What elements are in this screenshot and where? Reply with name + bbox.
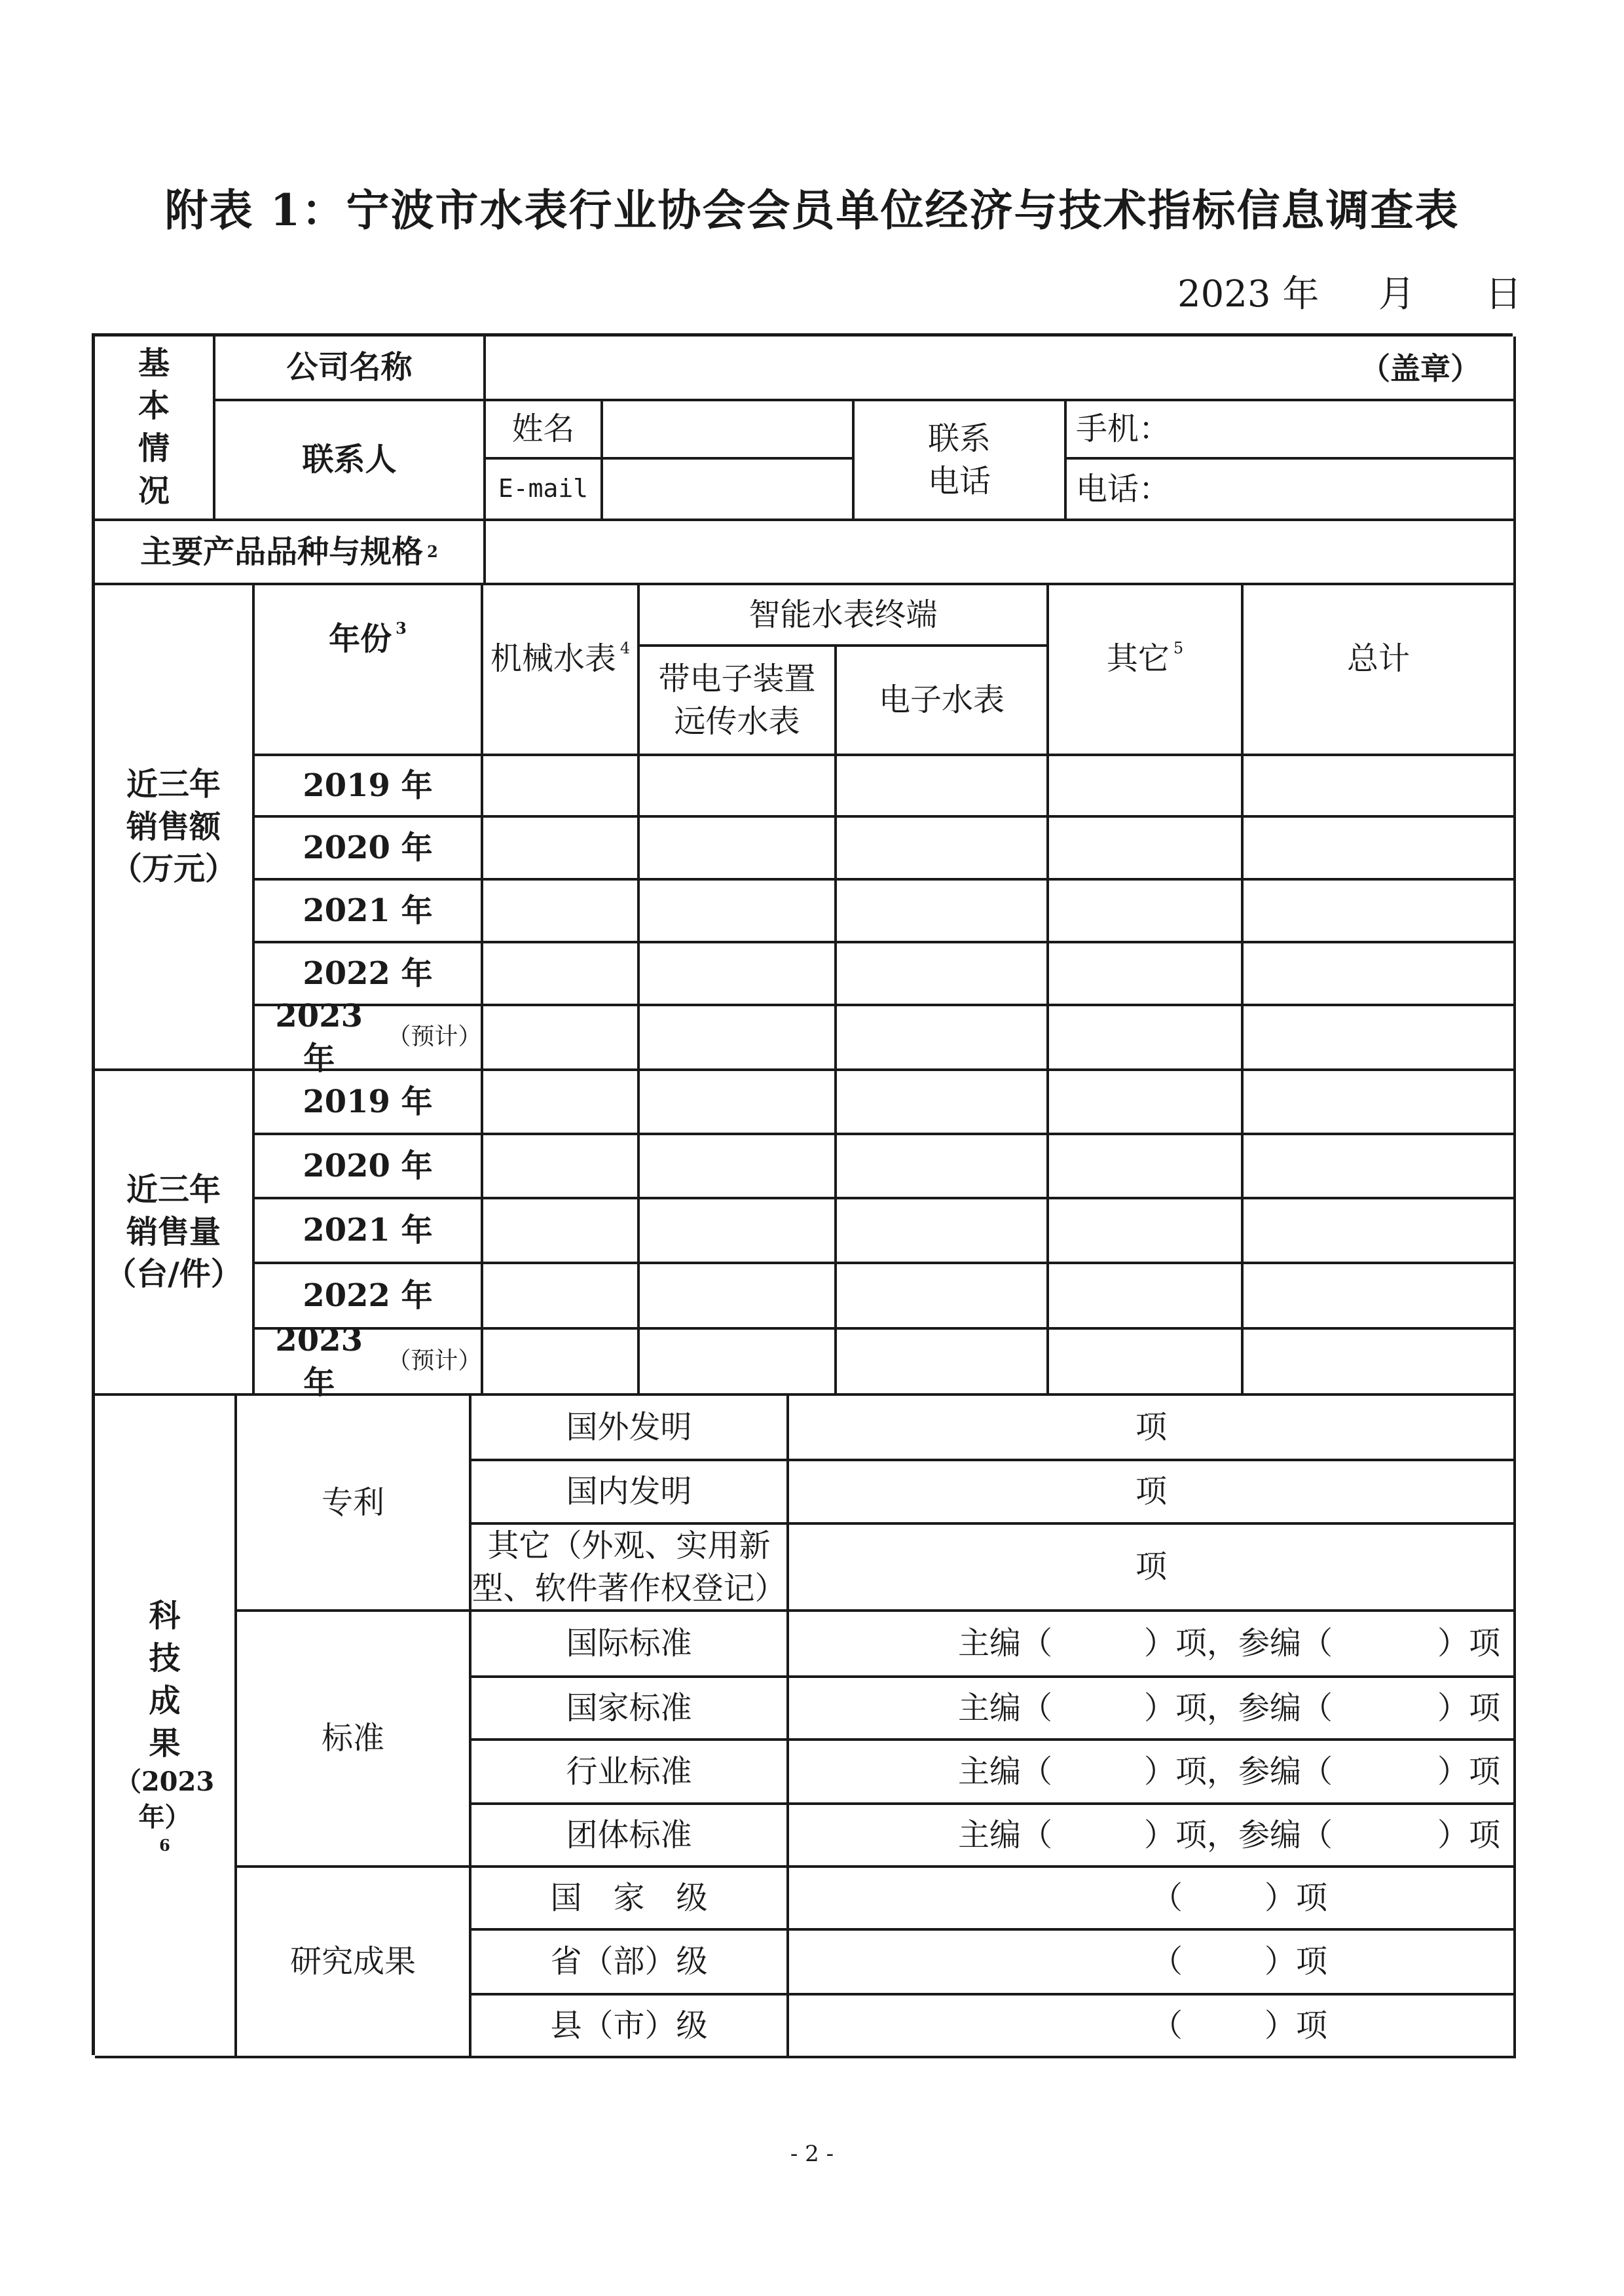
- standard-item-1: 国际标准: [471, 1612, 789, 1678]
- sales-volume-year-text: 2022 年: [303, 1277, 433, 1314]
- remote-header-line-1: 带电子装置: [658, 660, 816, 697]
- research-item-3: 县（市）级: [471, 1995, 789, 2058]
- sales-amount-mechanical-cell-4[interactable]: [483, 943, 640, 1006]
- sales-amount-remote-cell-5[interactable]: [640, 1006, 837, 1071]
- sales-volume-total-cell-5[interactable]: [1244, 1330, 1516, 1396]
- patent-count-field-1[interactable]: 项: [789, 1396, 1516, 1461]
- sales-amount-remote-cell-1[interactable]: [640, 756, 837, 818]
- contact-label: 联系人: [215, 401, 486, 521]
- tech-section-year: （2023 年）: [115, 1766, 215, 1833]
- sales-volume-other-cell-2[interactable]: [1049, 1135, 1244, 1199]
- sales-amount-other-cell-1[interactable]: [1049, 756, 1244, 818]
- sales-volume-line-3: （台/件）: [105, 1256, 242, 1293]
- sales-amount-electronic-cell-2[interactable]: [837, 818, 1049, 881]
- standard-part: 主编（: [958, 1625, 1053, 1662]
- sales-volume-mechanical-cell-2[interactable]: [483, 1135, 640, 1199]
- sales-amount-remote-cell-3[interactable]: [640, 881, 837, 943]
- standard-part: 主编（: [958, 1753, 1053, 1790]
- sales-amount-mechanical-cell-5[interactable]: [483, 1006, 640, 1071]
- sales-amount-other-cell-5[interactable]: [1049, 1006, 1244, 1071]
- page-title: 附表 1：宁波市水表行业协会会员单位经济与技术指标信息调查表: [164, 185, 1460, 236]
- phone-label-line-2: 电话: [927, 462, 991, 500]
- phone-label-line-1: 联系: [927, 420, 991, 457]
- sales-amount-electronic-cell-1[interactable]: [837, 756, 1049, 818]
- basic-section-label: [95, 337, 215, 521]
- sales-amount-electronic-cell-3[interactable]: [837, 881, 1049, 943]
- sales-volume-line-2: 销售量: [126, 1213, 221, 1250]
- sales-amount-label: [95, 585, 255, 1071]
- research-part: ）项: [1264, 1879, 1328, 1916]
- standard-part: ）项: [1437, 1625, 1501, 1662]
- total-header: 总计: [1244, 585, 1516, 756]
- sales-amount-other-cell-4[interactable]: [1049, 943, 1244, 1006]
- seal-label: （盖章）: [1360, 351, 1481, 386]
- patent-item-2: [471, 1461, 789, 1525]
- products-label-text: 主要产品品种与规格: [140, 533, 424, 570]
- sales-amount-year-text: 2020 年: [303, 829, 433, 866]
- sales-volume-total-cell-4[interactable]: [1244, 1264, 1516, 1330]
- sales-amount-year-2: [255, 818, 483, 881]
- company-name-label: 公司名称: [215, 337, 486, 401]
- sales-volume-remote-cell-3[interactable]: [640, 1199, 837, 1264]
- standard-part: ）项: [1437, 1753, 1501, 1790]
- sales-amount-line-2: 销售额: [126, 808, 221, 845]
- standard-item-3: 行业标准: [471, 1741, 789, 1805]
- patent-label: 专利: [237, 1396, 471, 1612]
- date-year: 2023 年: [1177, 273, 1320, 316]
- sales-volume-electronic-cell-2[interactable]: [837, 1135, 1049, 1199]
- standard-part: 主编（: [958, 1689, 1053, 1726]
- sales-volume-label: [95, 1071, 255, 1396]
- patent-item-1: [471, 1396, 789, 1461]
- sales-amount-total-cell-3[interactable]: [1244, 881, 1516, 943]
- sales-amount-total-cell-1[interactable]: [1244, 756, 1516, 818]
- sales-amount-year-1: [255, 756, 483, 818]
- basic-section-text: 基本情况: [138, 345, 170, 509]
- tech-section-text: 科技成果: [149, 1597, 181, 1762]
- sales-volume-other-cell-1[interactable]: [1049, 1071, 1244, 1135]
- sales-volume-year-5: [255, 1321, 483, 1401]
- sales-volume-remote-cell-5[interactable]: [640, 1330, 837, 1396]
- patent-item-3: [471, 1525, 789, 1612]
- sales-volume-electronic-cell-1[interactable]: [837, 1071, 1049, 1135]
- sales-volume-electronic-cell-3[interactable]: [837, 1199, 1049, 1264]
- date-month: 月: [1378, 273, 1415, 316]
- smart-header: 智能水表终端: [640, 585, 1049, 647]
- research-item-1: 国 家 级: [471, 1868, 789, 1931]
- sales-volume-other-cell-4[interactable]: [1049, 1264, 1244, 1330]
- mechanical-header-text: 机械水表: [490, 640, 616, 677]
- sales-volume-total-cell-2[interactable]: [1244, 1135, 1516, 1199]
- sales-amount-remote-cell-2[interactable]: [640, 818, 837, 881]
- sales-volume-mechanical-cell-3[interactable]: [483, 1199, 640, 1264]
- sales-amount-year-text: 2023 年: [275, 997, 363, 1077]
- research-part: （: [1151, 1879, 1183, 1916]
- footnote-marker: 2: [427, 541, 438, 561]
- year-header-text: 年份: [329, 621, 392, 657]
- remote-header-line-2: 远传水表: [674, 702, 800, 740]
- sales-volume-year-text: 2020 年: [303, 1147, 433, 1184]
- tel-field[interactable]: [1067, 460, 1516, 521]
- sales-volume-year-3: [255, 1199, 483, 1264]
- standard-count-field-4[interactable]: [789, 1805, 1516, 1868]
- research-item-2: 省（部）级: [471, 1931, 789, 1995]
- sales-volume-electronic-cell-4[interactable]: [837, 1264, 1049, 1330]
- standard-part: ）项: [1437, 1689, 1501, 1726]
- sales-volume-year-2: [255, 1135, 483, 1199]
- products-label: [95, 521, 486, 585]
- sales-amount-total-cell-2[interactable]: [1244, 818, 1516, 881]
- email-label: E-mail: [486, 460, 603, 521]
- sales-volume-remote-cell-2[interactable]: [640, 1135, 837, 1199]
- phone-label: [855, 401, 1067, 521]
- sales-amount-year-3: [255, 881, 483, 943]
- sales-amount-year-5: [255, 997, 483, 1077]
- standard-label: 标准: [237, 1612, 471, 1868]
- sales-amount-line-3: （万元）: [110, 850, 236, 888]
- sales-amount-electronic-cell-5[interactable]: [837, 1006, 1049, 1071]
- year-header: [255, 585, 483, 756]
- sales-volume-mechanical-cell-1[interactable]: [483, 1071, 640, 1135]
- remote-header: [640, 647, 837, 756]
- standard-part: ）项，参编（: [1144, 1689, 1333, 1726]
- sales-volume-mechanical-cell-5[interactable]: [483, 1330, 640, 1396]
- sales-amount-total-cell-5[interactable]: [1244, 1006, 1516, 1071]
- research-part: （: [1151, 2007, 1183, 2044]
- patent-count-field-3[interactable]: 项: [789, 1525, 1516, 1612]
- mobile-field[interactable]: [1067, 401, 1516, 460]
- electronic-header: 电子水表: [837, 647, 1049, 756]
- sales-volume-remote-cell-1[interactable]: [640, 1071, 837, 1135]
- footnote-marker: 3: [396, 619, 407, 638]
- other-header: [1049, 585, 1244, 756]
- patent-item-line: 国外发明: [566, 1408, 692, 1446]
- sales-volume-year-1: [255, 1071, 483, 1135]
- date-day: 日: [1485, 273, 1522, 316]
- sales-amount-year-text: 2019 年: [303, 767, 433, 804]
- standard-part: ）项: [1437, 1816, 1501, 1853]
- name-field[interactable]: [603, 401, 855, 460]
- sales-volume-total-cell-1[interactable]: [1244, 1071, 1516, 1135]
- sales-amount-other-cell-3[interactable]: [1049, 881, 1244, 943]
- sales-amount-total-cell-4[interactable]: [1244, 943, 1516, 1006]
- other-header-text: 其它: [1106, 640, 1170, 677]
- mobile-label: 手机：: [1076, 410, 1171, 448]
- sales-amount-mechanical-cell-2[interactable]: [483, 818, 640, 881]
- products-field[interactable]: [486, 521, 1516, 585]
- name-label: 姓名: [486, 401, 603, 460]
- footnote-marker: 6: [159, 1836, 170, 1855]
- patent-item-line: 其它（外观、实用新: [487, 1527, 771, 1564]
- survey-table: [92, 333, 1513, 2055]
- standard-count-field-2[interactable]: [789, 1678, 1516, 1741]
- tech-section-label: [95, 1396, 237, 2058]
- mechanical-header: [483, 585, 640, 756]
- research-count-field-2[interactable]: [789, 1931, 1516, 1995]
- patent-item-line: 国内发明: [566, 1473, 692, 1510]
- research-part: ）项: [1264, 2007, 1328, 2044]
- patent-item-line: 型、软件著作权登记）: [471, 1569, 786, 1607]
- sales-amount-line-1: 近三年: [126, 765, 221, 803]
- research-count-field-1[interactable]: [789, 1868, 1516, 1931]
- sales-amount-mechanical-cell-3[interactable]: [483, 881, 640, 943]
- sales-volume-other-cell-5[interactable]: [1049, 1330, 1244, 1396]
- standard-count-field-1[interactable]: [789, 1612, 1516, 1678]
- sales-amount-remote-cell-4[interactable]: [640, 943, 837, 1006]
- email-field[interactable]: [603, 460, 855, 521]
- page-number: - 2 -: [790, 2141, 834, 2167]
- sales-volume-total-cell-3[interactable]: [1244, 1199, 1516, 1264]
- sales-volume-remote-cell-4[interactable]: [640, 1264, 837, 1330]
- sales-amount-year-text: 2021 年: [303, 892, 433, 929]
- standard-part: ）项，参编（: [1144, 1625, 1333, 1662]
- standard-count-field-3[interactable]: [789, 1741, 1516, 1805]
- company-name-field[interactable]: [486, 337, 1516, 401]
- research-part: ）项: [1264, 1943, 1328, 1980]
- research-part: （: [1151, 1943, 1183, 1980]
- tel-label: 电话：: [1076, 470, 1171, 507]
- sales-amount-electronic-cell-4[interactable]: [837, 943, 1049, 1006]
- standard-part: ）项，参编（: [1144, 1816, 1333, 1853]
- footnote-marker: 5: [1173, 639, 1184, 657]
- forecast-note: （预计）: [387, 1023, 482, 1051]
- sales-amount-other-cell-2[interactable]: [1049, 818, 1244, 881]
- sales-volume-electronic-cell-5[interactable]: [837, 1330, 1049, 1396]
- sales-amount-mechanical-cell-1[interactable]: [483, 756, 640, 818]
- patent-count-field-2[interactable]: 项: [789, 1461, 1516, 1525]
- forecast-note: （预计）: [387, 1347, 482, 1375]
- sales-amount-year-text: 2022 年: [303, 955, 433, 992]
- standard-part: ）项，参编（: [1144, 1753, 1333, 1790]
- research-count-field-3[interactable]: [789, 1995, 1516, 2058]
- research-label: 研究成果: [237, 1868, 471, 2058]
- sales-volume-year-text: 2023 年: [275, 1321, 363, 1401]
- sales-volume-other-cell-3[interactable]: [1049, 1199, 1244, 1264]
- sales-volume-mechanical-cell-4[interactable]: [483, 1264, 640, 1330]
- sales-volume-year-text: 2019 年: [303, 1083, 433, 1120]
- standard-part: 主编（: [958, 1816, 1053, 1853]
- standard-item-2: 国家标准: [471, 1678, 789, 1741]
- sales-volume-line-1: 近三年: [126, 1171, 221, 1208]
- footnote-marker: 4: [619, 639, 631, 657]
- standard-item-4: 团体标准: [471, 1805, 789, 1868]
- sales-volume-year-text: 2021 年: [303, 1212, 433, 1249]
